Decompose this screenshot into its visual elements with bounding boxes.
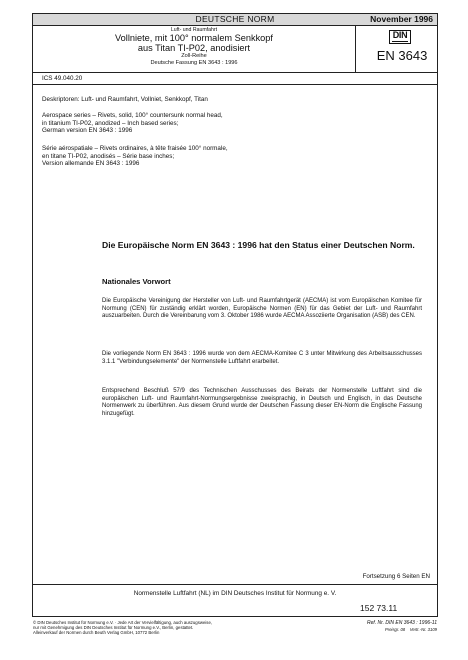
- ics-row: [33, 72, 437, 85]
- french-title-line: Série aérospatiale – Rivets ordinaires, à tête fraisée 100° normale,: [42, 145, 228, 152]
- sales-number: Vertr.-Nr. 3109: [409, 627, 437, 632]
- din-logo-text: DIN: [392, 30, 408, 40]
- french-title-line: en titane TI-P02, anodisés – Série base inches;: [42, 152, 175, 160]
- din-logo: [389, 30, 411, 44]
- english-title-line: German version EN 3643 : 1996: [42, 127, 133, 135]
- subtitle: Zoll-Reihe: [181, 53, 207, 59]
- price: Preisgr. 08: [385, 627, 406, 632]
- status-statement: Die Europäische Norm EN 3643 : 1996 hat den Status einer Deutschen Norm.: [102, 240, 415, 250]
- copyright-line: © DIN Deutsches Institut für Normung e.V. · Jede Art der Vervielfältigung, auch auszugsweise,: [33, 620, 213, 625]
- english-title-line: Aerospace series – Rivets, solid, 100° countersunk normal head,: [42, 112, 223, 119]
- ics-code: ICS 49.040.20: [42, 75, 83, 82]
- price-group: [330, 627, 437, 632]
- header-divider: [355, 26, 356, 72]
- publisher: Normenstelle Luftfahrt (NL) im DIN Deutsches Institut für Normung e. V.: [133, 590, 337, 597]
- order-number: 152 73.11: [360, 603, 398, 613]
- standard-number: EN 3643: [376, 48, 428, 63]
- section-title: Nationales Vorwort: [102, 277, 171, 286]
- pages-note: Fortsetzung 6 Seiten EN: [362, 573, 430, 580]
- divider: [33, 584, 437, 585]
- descriptors: Deskriptoren: Luft- und Raumfahrt, Vollniet, Senkkopf, Titan: [42, 96, 208, 103]
- paragraph-1: Die Europäische Vereinigung der Hersteller von Luft- und Raumfahrtgerät (AECMA) ist vom Europäischen Komitee für Normung (CEN) für zuständig erklärt worden, Europäische Normen (EN) für das Gebiet der Luft- und Raumfahrt auszuarbeiten. Durch die Vereinbarung vom 3. Oktober 1986 wurde AECMA Assoziierte Organisation (ASB) des CEN.: [102, 298, 422, 320]
- copyright-line: Alleinverkauf der Normen durch Beuth Verlag GmbH, 10772 Berlin: [33, 630, 160, 636]
- header-box: [33, 26, 437, 73]
- copyright-notice: [33, 620, 313, 636]
- english-title-line: in titanium TI-P02, anodized – Inch based series;: [42, 119, 179, 127]
- title-line-1: Vollniete, mit 100° normalem Senkkopf: [115, 33, 273, 43]
- top-bar: [33, 14, 437, 26]
- subject-area: Luft- und Raumfahrt: [170, 27, 218, 33]
- norm-type: DEUTSCHE NORM: [195, 14, 275, 24]
- english-title: [42, 112, 432, 135]
- french-title-line: Version allemande EN 3643 : 1996: [42, 160, 140, 168]
- publication-date: November 1996: [370, 14, 433, 24]
- version: Deutsche Fassung EN 3643 : 1996: [150, 59, 238, 66]
- paragraph-3: Entsprechend Beschluß 57/9 des Technischen Ausschusses des Beirats der Normenstelle Luftfahrt sind die europäischen Luft- und Raumfahrt-Normungsergebnisse zweisprachig, in Deutsch und Englisch, in das Deutsche Normenwerk zu überführen. Aus diesem Grund wurde der Deutschen Fassung dieser EN-Norm die Englische Fassung hinzugefügt.: [102, 388, 422, 417]
- title-block: [33, 26, 355, 66]
- copyright-line: nur mit Genehmigung des DIN Deutsches Institut für Normung e.V., Berlin, gestattet.: [33, 625, 194, 631]
- paragraph-2: Die vorliegende Norm EN 3643 : 1996 wurde von dem AECMA-Komitee C 3 unter Mitwirkung des Arbeitsausschusses 3.1.1 "Verbindungselemente" der Normenstelle Luftfahrt erarbeitet.: [102, 351, 422, 365]
- title-line-2: aus Titan TI-P02, anodisiert: [137, 43, 251, 53]
- reference-number: Ref. Nr. DIN EN 3643 : 1996-11: [366, 620, 437, 626]
- french-title: [42, 145, 432, 168]
